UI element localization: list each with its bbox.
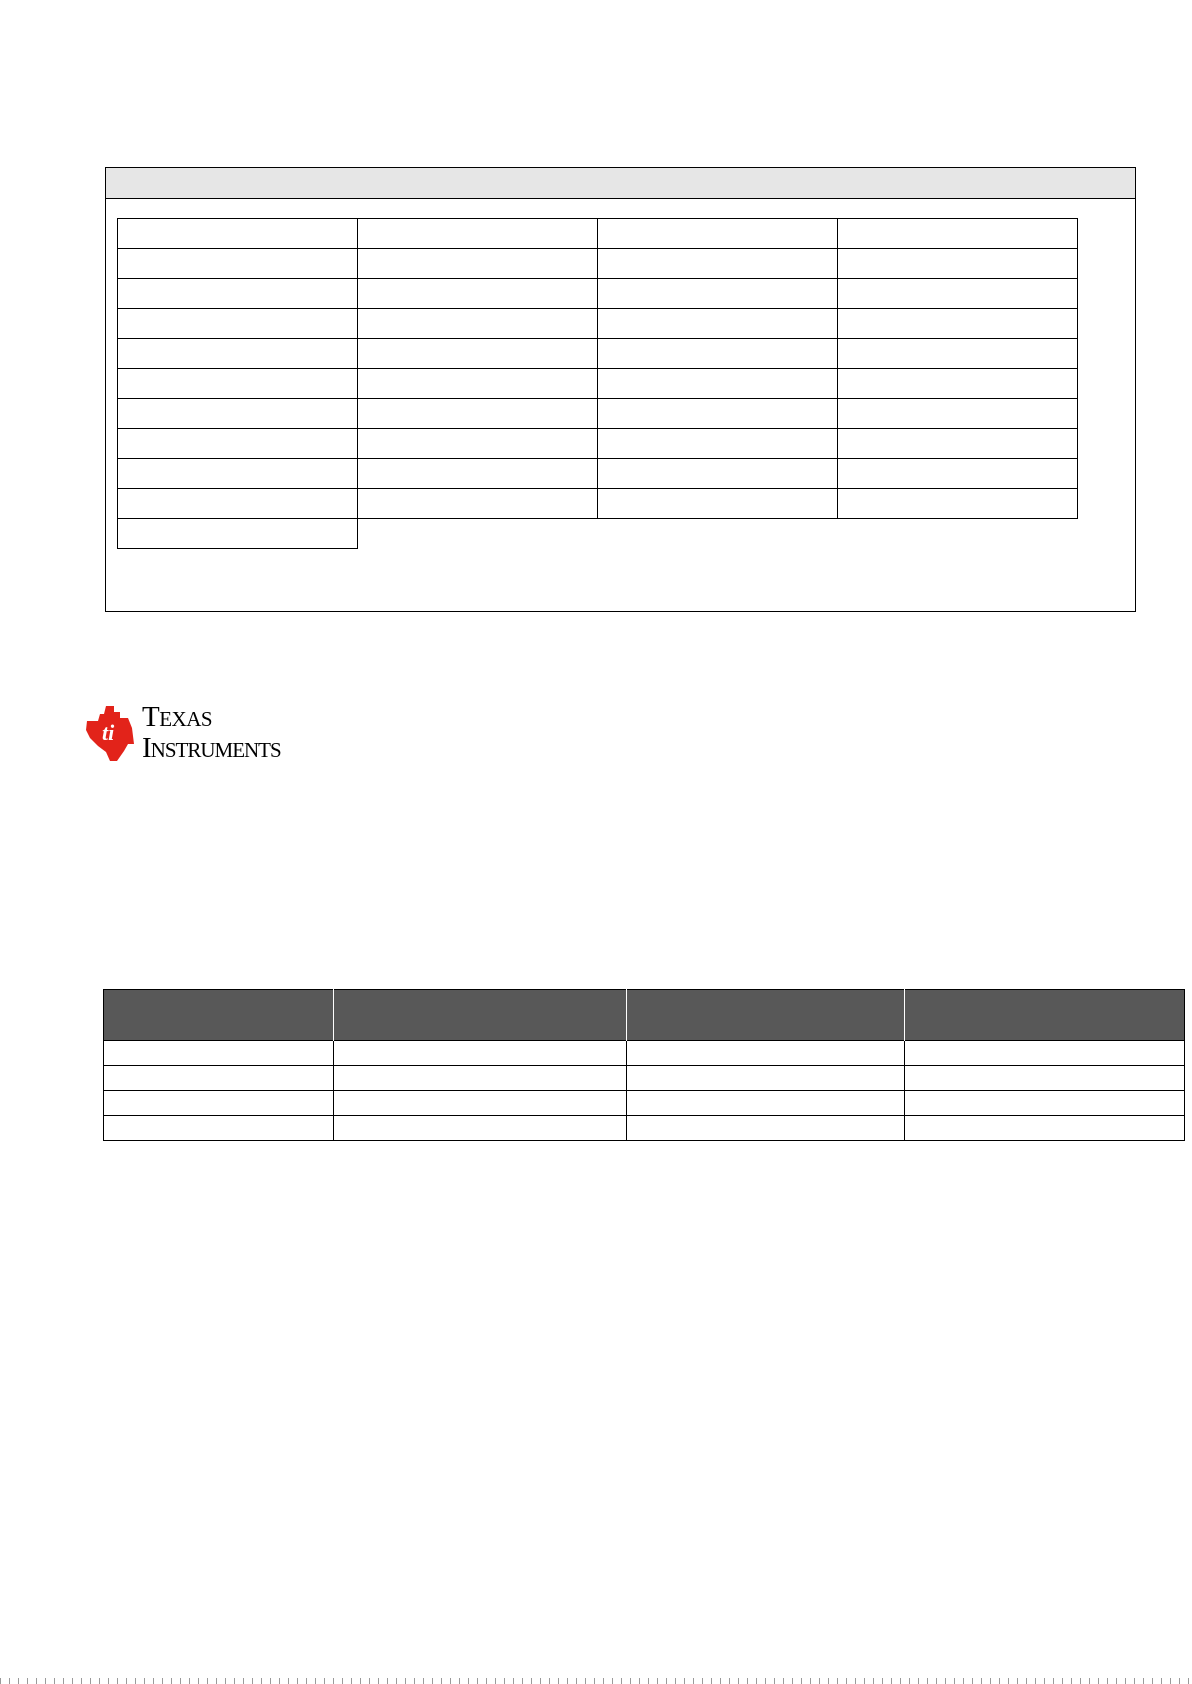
table-cell [104,1066,334,1091]
table-cell [104,1116,334,1141]
grid-cell [358,339,598,369]
panel-grid-table [117,218,1078,549]
grid-row [118,369,1078,399]
table-row [104,1041,1185,1066]
table-cell [333,1066,626,1091]
logo-line1-initial: T [142,701,160,733]
grid-cell [598,309,838,339]
table-row [104,1116,1185,1141]
grid-cell [598,219,838,249]
grid-cell-empty [598,519,838,549]
table-cell [626,1041,905,1066]
grid-cell [358,429,598,459]
data-table [103,989,1185,1141]
grid-cell [838,309,1078,339]
table-header-cell [626,990,905,1041]
grid-row [118,249,1078,279]
table-cell [626,1066,905,1091]
ti-logo-mark-icon [84,704,138,762]
table-row [104,1091,1185,1116]
grid-cell [598,399,838,429]
grid-row [118,489,1078,519]
grid-row [118,429,1078,459]
table-cell [905,1066,1185,1091]
grid-cell [598,279,838,309]
grid-cell [598,489,838,519]
table-row [104,1066,1185,1091]
grid-cell [838,249,1078,279]
logo-line1-rest: EXAS [159,707,213,731]
grid-cell [838,489,1078,519]
grid-cell [358,489,598,519]
grid-cell [118,519,358,549]
grid-cell [598,369,838,399]
grid-cell [118,489,358,519]
grid-cell [118,219,358,249]
table-cell [905,1091,1185,1116]
grid-cell [358,279,598,309]
grid-cell [598,429,838,459]
form-panel [105,167,1136,612]
grid-cell [358,369,598,399]
grid-cell [358,249,598,279]
grid-cell [838,429,1078,459]
grid-cell [358,459,598,489]
panel-header-bar [106,168,1135,199]
grid-cell [118,249,358,279]
grid-cell-empty [838,519,1078,549]
table-cell [104,1091,334,1116]
grid-cell [118,279,358,309]
bottom-edge-rule [0,1678,1192,1684]
grid-cell [838,459,1078,489]
grid-cell [838,279,1078,309]
grid-row [118,399,1078,429]
table-cell [333,1116,626,1141]
grid-row [118,279,1078,309]
logo-line2-initial: I [142,732,151,764]
grid-cell [838,399,1078,429]
svg-text:ti: ti [102,720,115,745]
grid-cell [118,339,358,369]
grid-cell [598,339,838,369]
grid-row [118,519,1078,549]
table-cell [905,1116,1185,1141]
table-cell [333,1091,626,1116]
grid-row [118,459,1078,489]
grid-row [118,309,1078,339]
grid-cell [598,459,838,489]
grid-cell [118,399,358,429]
grid-cell [598,249,838,279]
grid-cell [358,309,598,339]
table-header-row [104,990,1185,1041]
table-header-cell [104,990,334,1041]
ti-logo [84,703,314,763]
table-cell [626,1091,905,1116]
grid-row [118,339,1078,369]
grid-cell [838,219,1078,249]
table-header-cell [905,990,1185,1041]
grid-cell [118,369,358,399]
table-cell [626,1116,905,1141]
table-cell [905,1041,1185,1066]
grid-cell [118,309,358,339]
grid-cell [838,369,1078,399]
grid-cell [358,399,598,429]
grid-row [118,219,1078,249]
grid-cell [118,459,358,489]
grid-cell-empty [358,519,598,549]
table-cell [104,1041,334,1066]
grid-cell [358,219,598,249]
logo-line2-rest: NSTRUMENTS [150,738,281,762]
grid-cell [118,429,358,459]
table-header-cell [333,990,626,1041]
table-cell [333,1041,626,1066]
grid-cell [838,339,1078,369]
